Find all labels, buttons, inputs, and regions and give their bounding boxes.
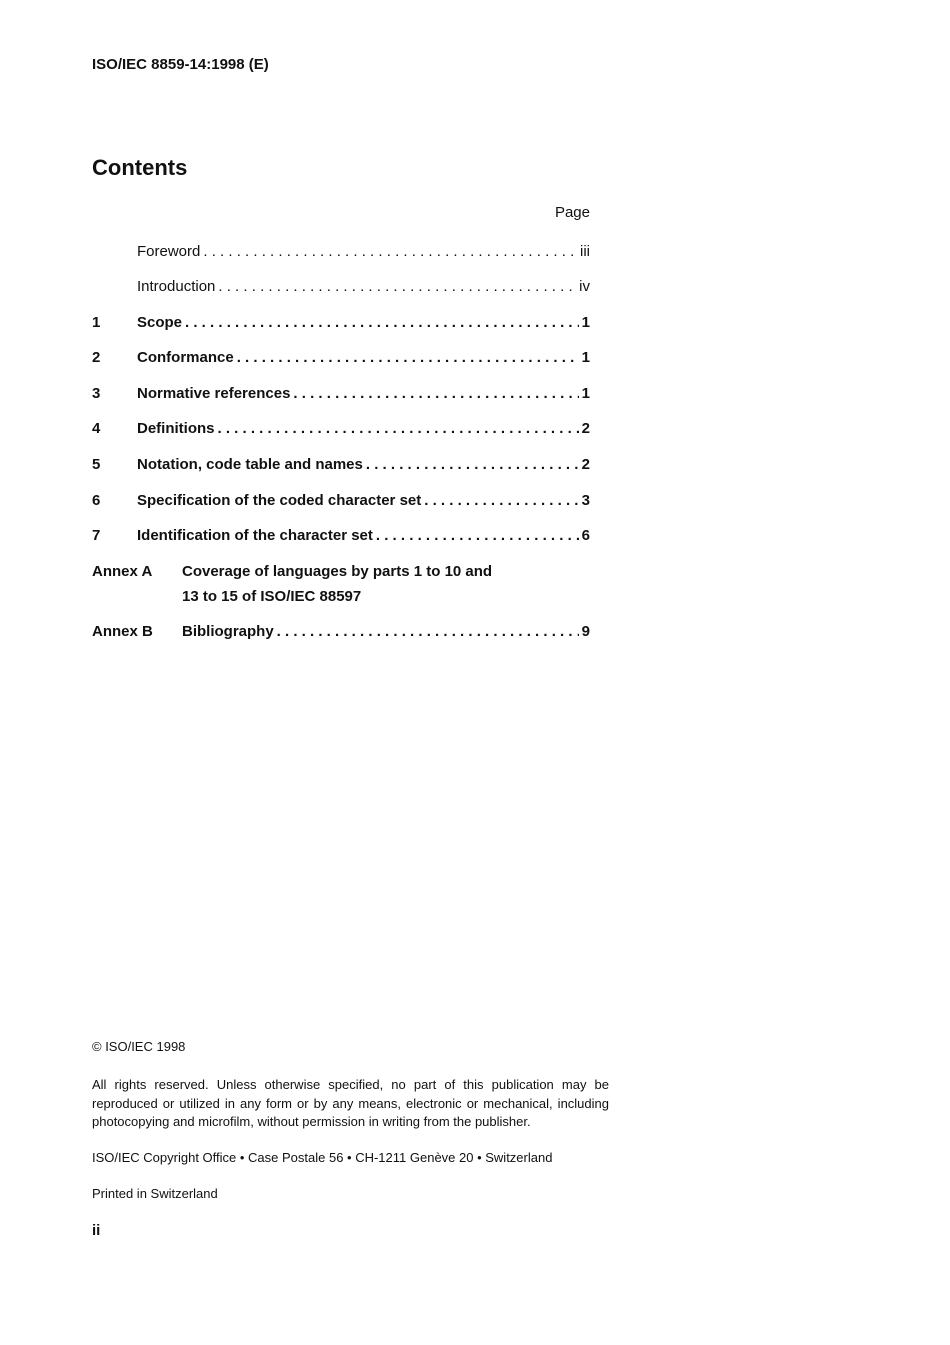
dot-leader [366,456,579,473]
toc-entry-number: Annex B [92,623,153,640]
toc-entry-title: Specification of the coded character set [137,492,422,509]
toc-entry-number: 5 [92,456,101,473]
toc-entry-title-line1: Coverage of languages by parts 1 to 10 and [182,563,493,580]
dot-leader [277,623,579,640]
toc-entry-page: 1 [581,349,590,366]
toc-entry-notation[interactable] [92,456,590,478]
printed-in: Printed in Switzerland [92,1186,218,1201]
toc-entry-title: Definitions [137,420,215,437]
copyright-office-address: ISO/IEC Copyright Office • Case Postale 56 • CH-1211 Genève 20 • Switzerland [92,1150,553,1165]
toc-entry-page: 9 [581,623,590,640]
page-number: ii [92,1222,101,1239]
dot-leader [293,385,578,402]
toc-entry-number: 1 [92,314,101,331]
standard-id: ISO/IEC 8859-14:1998 (E) [92,56,269,73]
toc-entry-number: 3 [92,385,101,402]
toc-entry-page: 1 [581,314,590,331]
toc-entry-title: Conformance [137,349,234,366]
toc-entry-title-line2: 13 to 15 of ISO/IEC 8859 [182,588,353,605]
toc-entry-number: 2 [92,349,101,366]
toc-entry-number: 6 [92,492,101,509]
toc-entry-page: 6 [581,527,590,544]
toc-entry-number: 7 [92,527,101,544]
dot-leader [424,492,578,509]
toc-entry-specification[interactable] [92,492,590,514]
toc-entry-identification[interactable] [92,527,590,549]
dot-leader [237,349,579,366]
toc-entry-normative-references[interactable] [92,385,590,407]
copyright-notice: © ISO/IEC 1998 [92,1039,186,1054]
dot-leader [218,420,579,437]
dot-leader [376,527,579,544]
toc-entry-page: 1 [581,385,590,402]
toc-entry-definitions[interactable] [92,420,590,442]
toc-entry-annex-b[interactable] [92,623,590,645]
toc-entry-scope[interactable] [92,314,590,336]
toc-entry-conformance[interactable] [92,349,590,371]
toc-entry-title: Introduction [137,278,216,295]
toc-entry-number: Annex A [92,563,153,580]
rights-statement: All rights reserved. Unless otherwise specified, no part of this publication may be reproduced or utilized in any form or by any means, electronic or mechanical, including photocopying and microfilm, without permission in writing from the publisher. [92,1077,609,1129]
toc-entry-page: 7 [352,588,362,605]
toc-entry-title: Normative references [137,385,291,402]
toc-entry-number: 4 [92,420,101,437]
dot-leader [218,278,576,295]
toc-entry-title: Notation, code table and names [137,456,363,473]
toc-entry-page: 3 [581,492,590,509]
dot-leader [185,314,579,331]
page-column-label: Page [554,204,590,221]
toc-entry-page: 2 [581,420,590,437]
toc-entry-foreword[interactable] [92,243,590,265]
toc-entry-annex-a[interactable] [92,563,590,611]
toc-entry-page: iv [579,278,590,295]
toc-entry-title: Identification of the character set [137,527,373,544]
dot-leader [203,243,577,260]
toc-entry-introduction[interactable] [92,278,590,300]
toc-entry-page: iii [580,243,590,260]
toc-entry-title: Scope [137,314,183,331]
toc-entry-page: 2 [581,456,590,473]
contents-title: Contents [92,155,188,180]
toc-entry-title: Bibliography [182,623,274,640]
toc-entry-title: Foreword [137,243,201,260]
